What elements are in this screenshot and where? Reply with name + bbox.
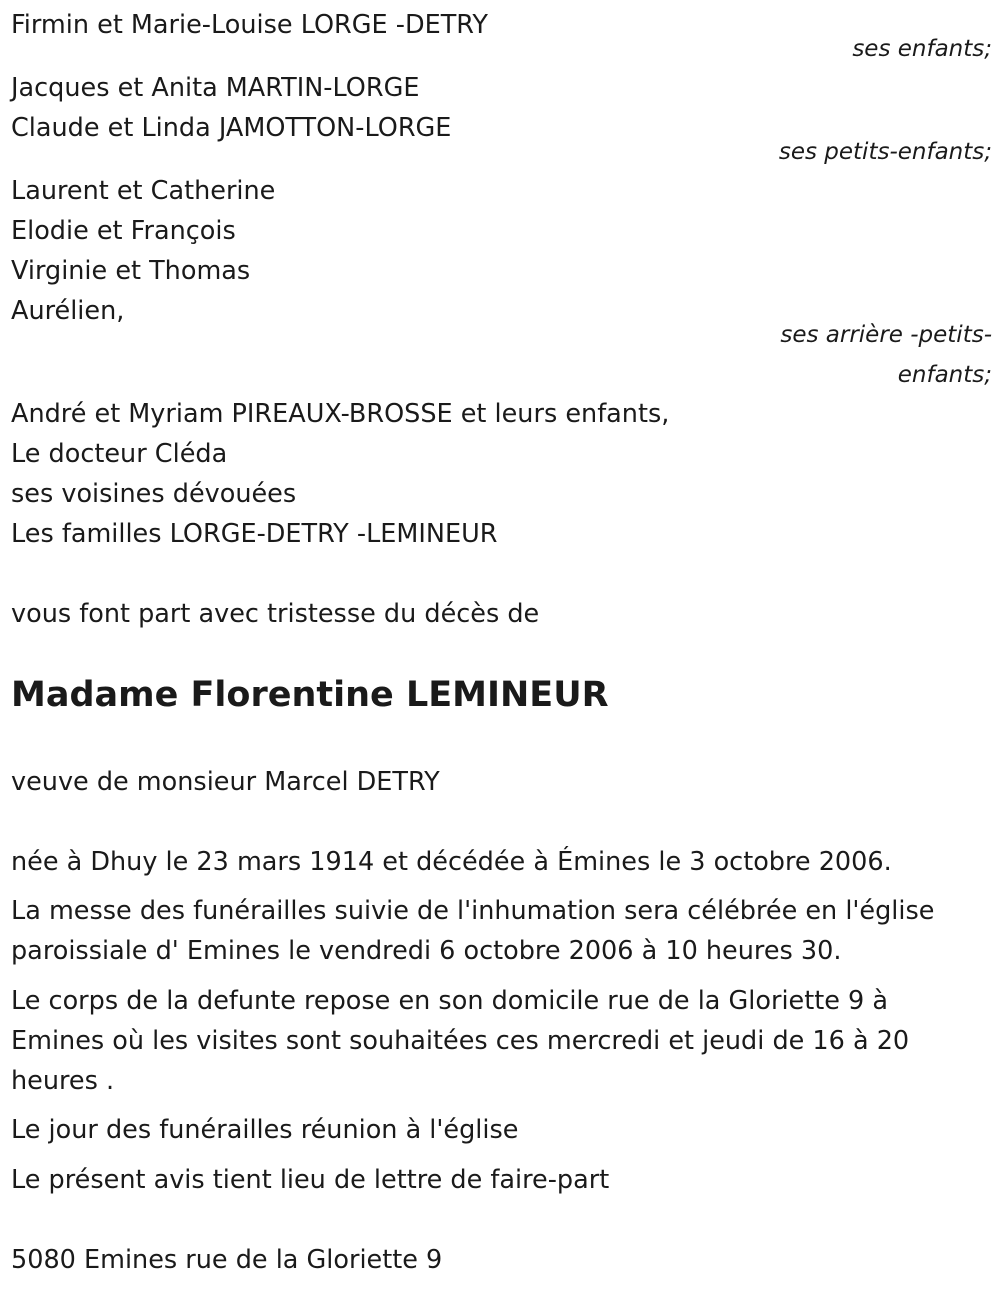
- great-grandchild-line: Laurent et Catherine: [11, 176, 276, 206]
- great-grandchildren-relation-label: enfants;: [897, 362, 992, 388]
- birth-death-line: née à Dhuy le 23 mars 1914 et décédée à Émines le 3 octobre 2006.: [11, 847, 892, 877]
- great-grandchildren-relation-label: ses arrière -petits-: [780, 322, 992, 348]
- other-mourner-line: Les familles LORGE-DETRY -LEMINEUR: [11, 519, 498, 549]
- deceased-name: Madame Florentine LEMINEUR: [11, 675, 609, 715]
- visitation-line: Le corps de la defunte repose en son domicile rue de la Gloriette 9 à: [11, 986, 888, 1016]
- funeral-mass-line: paroissiale d' Emines le vendredi 6 octobre 2006 à 10 heures 30.: [11, 936, 842, 966]
- grandchildren-relation-label: ses petits-enfants;: [778, 139, 992, 165]
- other-mourner-line: ses voisines dévouées: [11, 479, 297, 509]
- notice-statement-line: Le présent avis tient lieu de lettre de faire-part: [11, 1165, 610, 1195]
- widow-of-line: veuve de monsieur Marcel DETRY: [11, 767, 440, 797]
- other-mourner-line: Le docteur Cléda: [11, 439, 228, 469]
- grandchild-line: Claude et Linda JAMOTTON-LORGE: [11, 113, 452, 143]
- visitation-line: heures .: [11, 1066, 115, 1096]
- address-line: 5080 Emines rue de la Gloriette 9: [11, 1245, 443, 1275]
- gathering-line: Le jour des funérailles réunion à l'église: [11, 1115, 519, 1145]
- children-line: Firmin et Marie-Louise LORGE -DETRY: [11, 10, 488, 40]
- other-mourner-line: André et Myriam PIREAUX-BROSSE et leurs enfants,: [11, 399, 670, 429]
- announcement-text: vous font part avec tristesse du décès de: [11, 599, 540, 629]
- visitation-line: Emines où les visites sont souhaitées ces mercredi et jeudi de 16 à 20: [11, 1026, 910, 1056]
- children-relation-label: ses enfants;: [852, 36, 992, 62]
- funeral-mass-line: La messe des funérailles suivie de l'inhumation sera célébrée en l'église: [11, 896, 935, 926]
- grandchild-line: Jacques et Anita MARTIN-LORGE: [11, 73, 420, 103]
- great-grandchild-line: Elodie et François: [11, 216, 236, 246]
- great-grandchild-line: Virginie et Thomas: [11, 256, 251, 286]
- great-grandchild-line: Aurélien,: [11, 296, 125, 326]
